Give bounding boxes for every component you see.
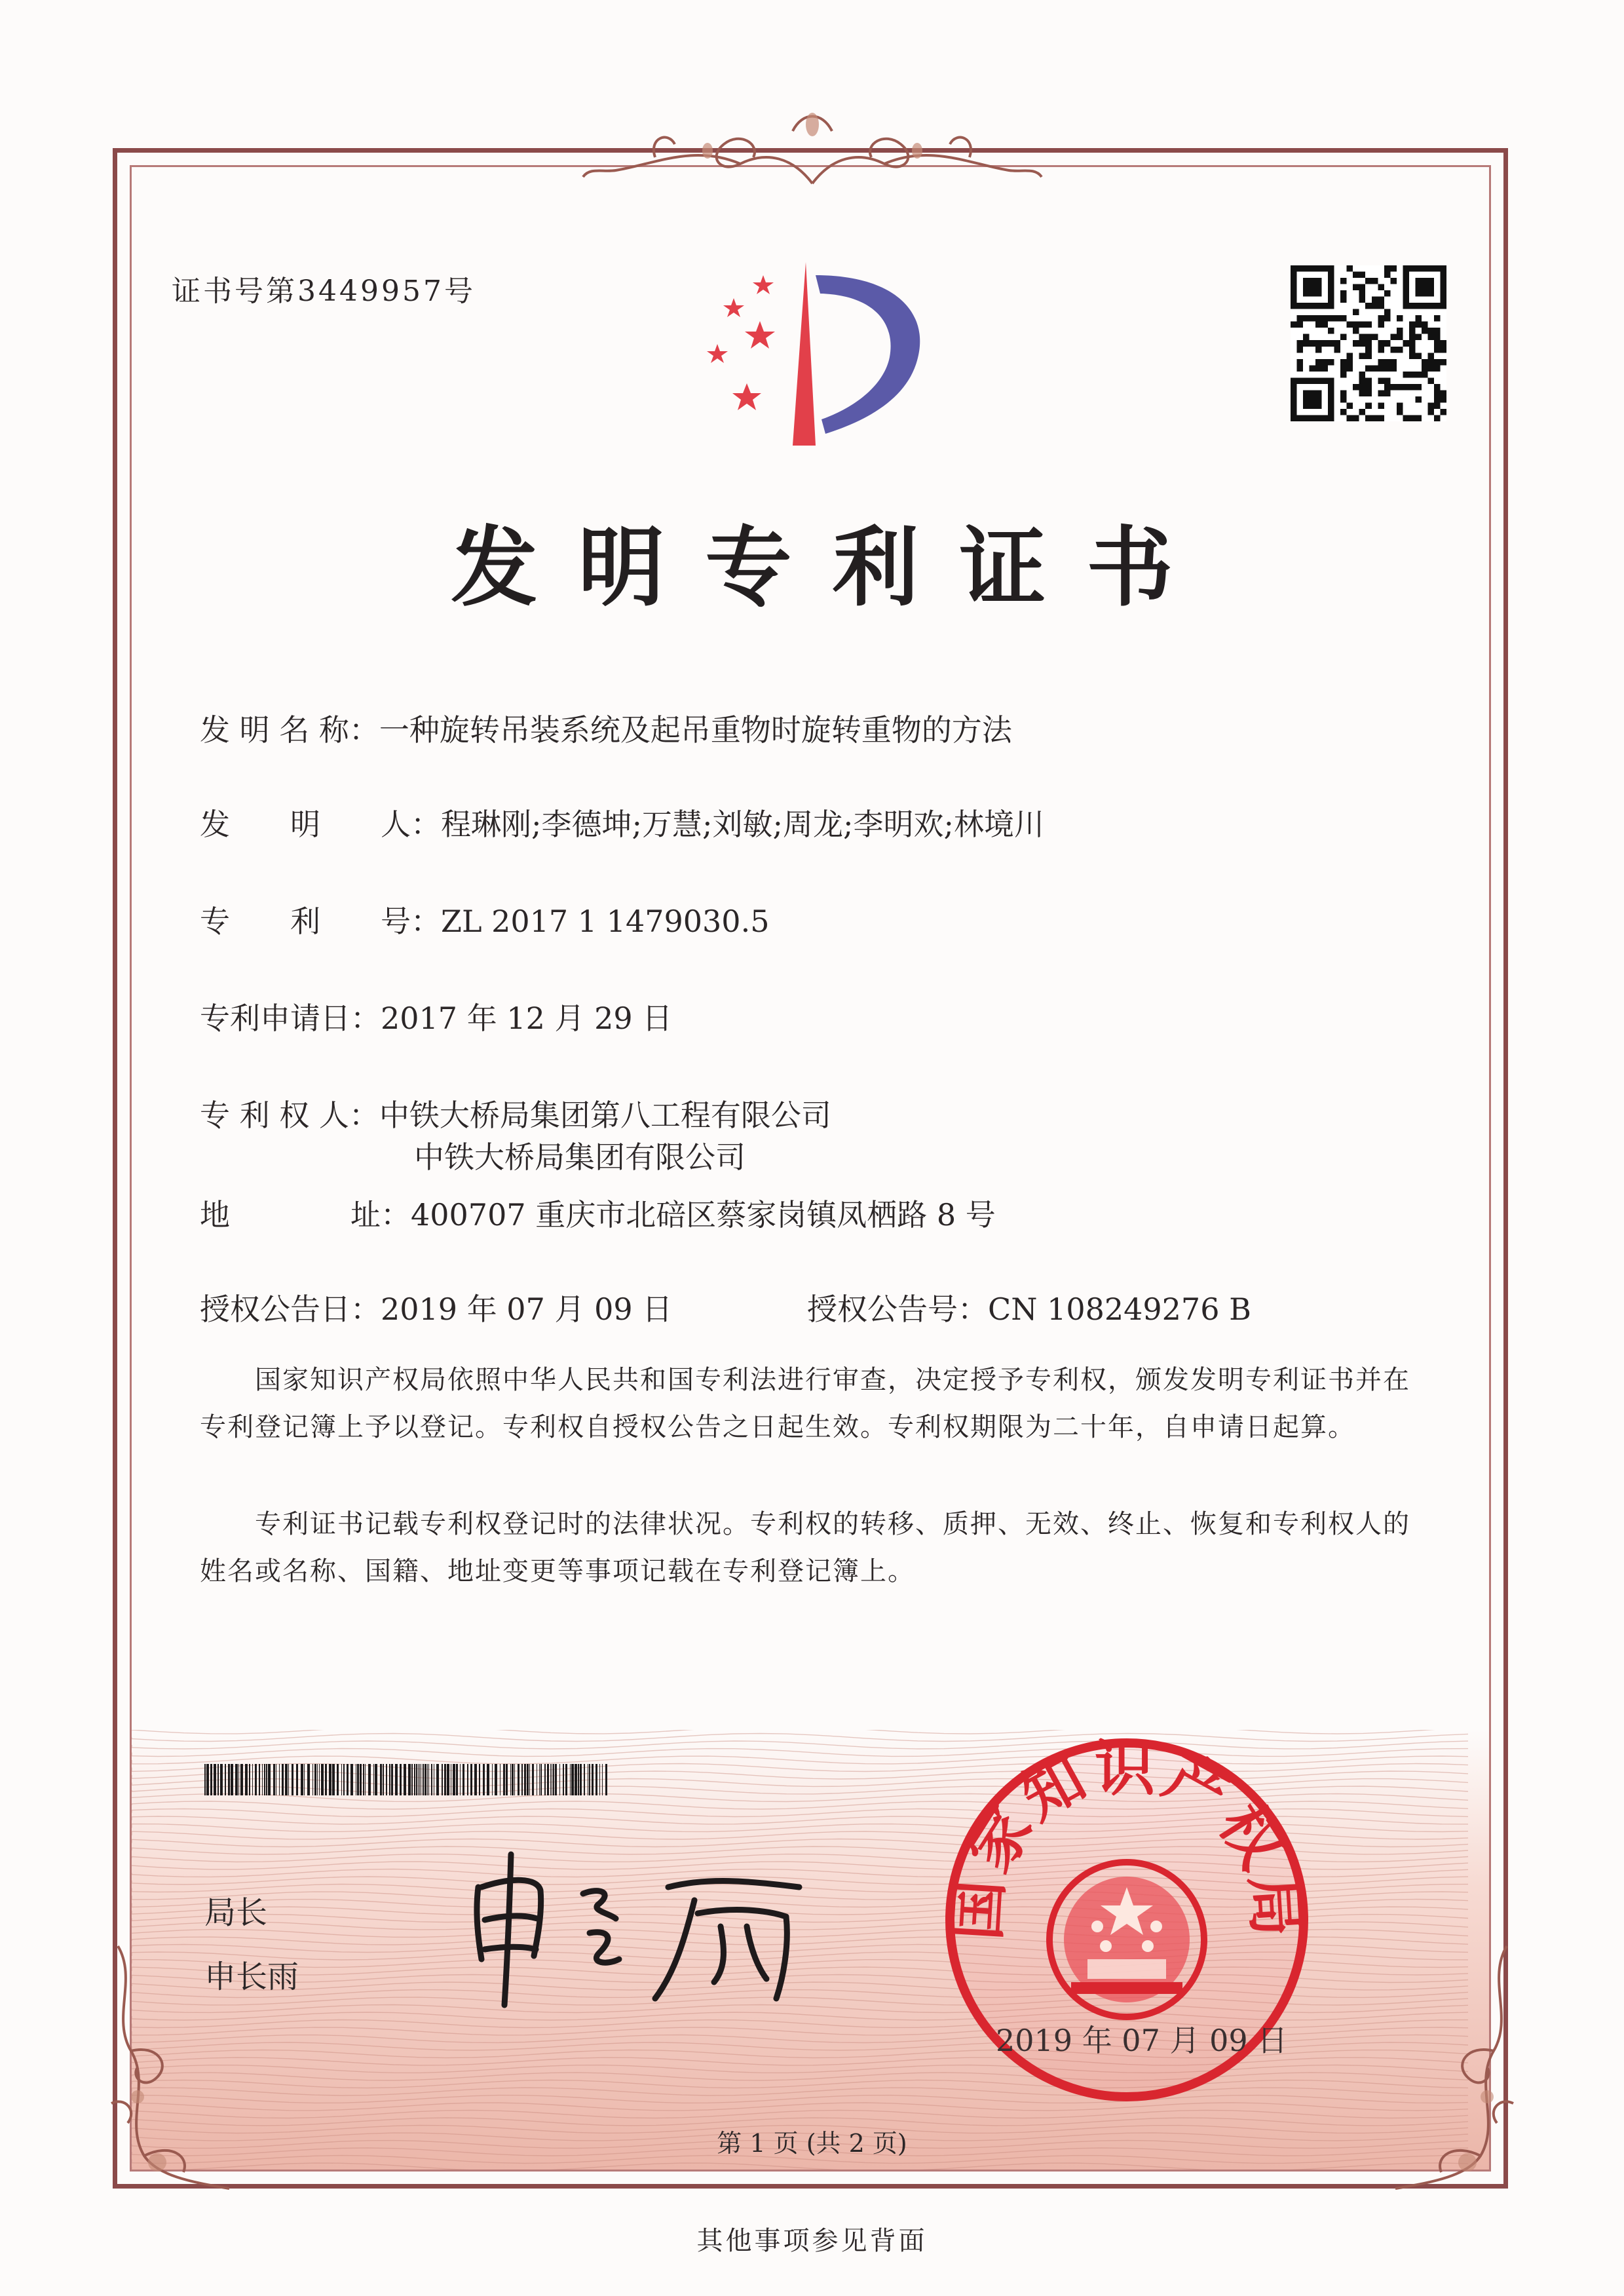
- cnipa-logo: [681, 262, 943, 452]
- patent-number-row: [200, 898, 769, 941]
- page-number: 第 1 页 (共 2 页): [717, 2129, 907, 2158]
- national-emblem-icon: [1049, 1862, 1204, 2017]
- grant-number-label: 授权公告号：: [807, 1292, 988, 1327]
- statement-paragraph-1: 国家知识产权局依照中华人民共和国专利法进行审查，决定授予专利权，颁发发明专利证书并在专利登记簿上予以登记。专利权自授权公告之日起生效。专利权期限为二十年，自申请日起算。: [200, 1365, 1410, 1442]
- patent-number-value: ZL 2017 1 1479030.5: [441, 904, 770, 939]
- director-signature: [459, 1841, 825, 2012]
- qr-code: [1291, 265, 1446, 421]
- patentee-label: 专 利 权 人：: [200, 1098, 379, 1133]
- filing-date-row: [200, 995, 672, 1038]
- invention-name-value: 一种旋转吊装系统及起吊重物时旋转重物的方法: [379, 712, 1012, 748]
- director-title: 局长: [204, 1894, 268, 1931]
- address-value: 400707 重庆市北碚区蔡家岗镇凤栖路 8 号: [411, 1197, 996, 1233]
- grant-date-value: 2019 年 07 月 09 日: [381, 1292, 673, 1327]
- patentee-value-1: 中铁大桥局集团第八工程有限公司: [379, 1098, 831, 1133]
- certificate-title: 发明专利证书: [451, 518, 1214, 619]
- bottom-right-ornament: [1376, 1940, 1526, 2202]
- grant-date-row: [200, 1286, 672, 1329]
- patentee-row: [200, 1092, 831, 1135]
- filing-date-label: 专利申请日：: [200, 1001, 381, 1036]
- grant-date-label: 授权公告日：: [200, 1292, 381, 1327]
- patentee-value-2: 中铁大桥局集团有限公司: [414, 1139, 746, 1175]
- invention-name-label: 发 明 名 称：: [200, 712, 379, 748]
- inventors-value: 程琳刚;李德坤;万慧;刘敏;周龙;李明欢;林境川: [441, 807, 1044, 842]
- top-ornament: [576, 105, 1048, 190]
- inventors-label: 发 明 人：: [200, 807, 441, 842]
- inventors-row: [200, 801, 1044, 844]
- grant-number-value: CN 108249276 B: [988, 1292, 1251, 1327]
- patent-number-label: 专 利 号：: [200, 904, 441, 939]
- filing-date-value: 2017 年 12 月 29 日: [381, 1001, 673, 1036]
- address-row: [200, 1191, 996, 1234]
- statement-paragraph-2: 专利证书记载专利权登记时的法律状况。专利权的转移、质押、无效、终止、恢复和专利权人的姓名或名称、国籍、地址变更等事项记载在专利登记簿上。: [200, 1509, 1410, 1586]
- invention-name-row: [200, 706, 1012, 750]
- certificate-number: 证书号第3449957号: [172, 275, 476, 308]
- grant-number-row: [807, 1286, 1251, 1329]
- seal-date: 2019 年 07 月 09 日: [996, 2023, 1288, 2058]
- address-label: 地 址：: [200, 1197, 411, 1233]
- director-name: 申长雨: [204, 1959, 299, 1995]
- barcode: [204, 1764, 611, 1795]
- footer-note: 其他事项参见背面: [696, 2226, 928, 2256]
- seal-text: 国家知识产权局: [941, 1734, 1312, 1943]
